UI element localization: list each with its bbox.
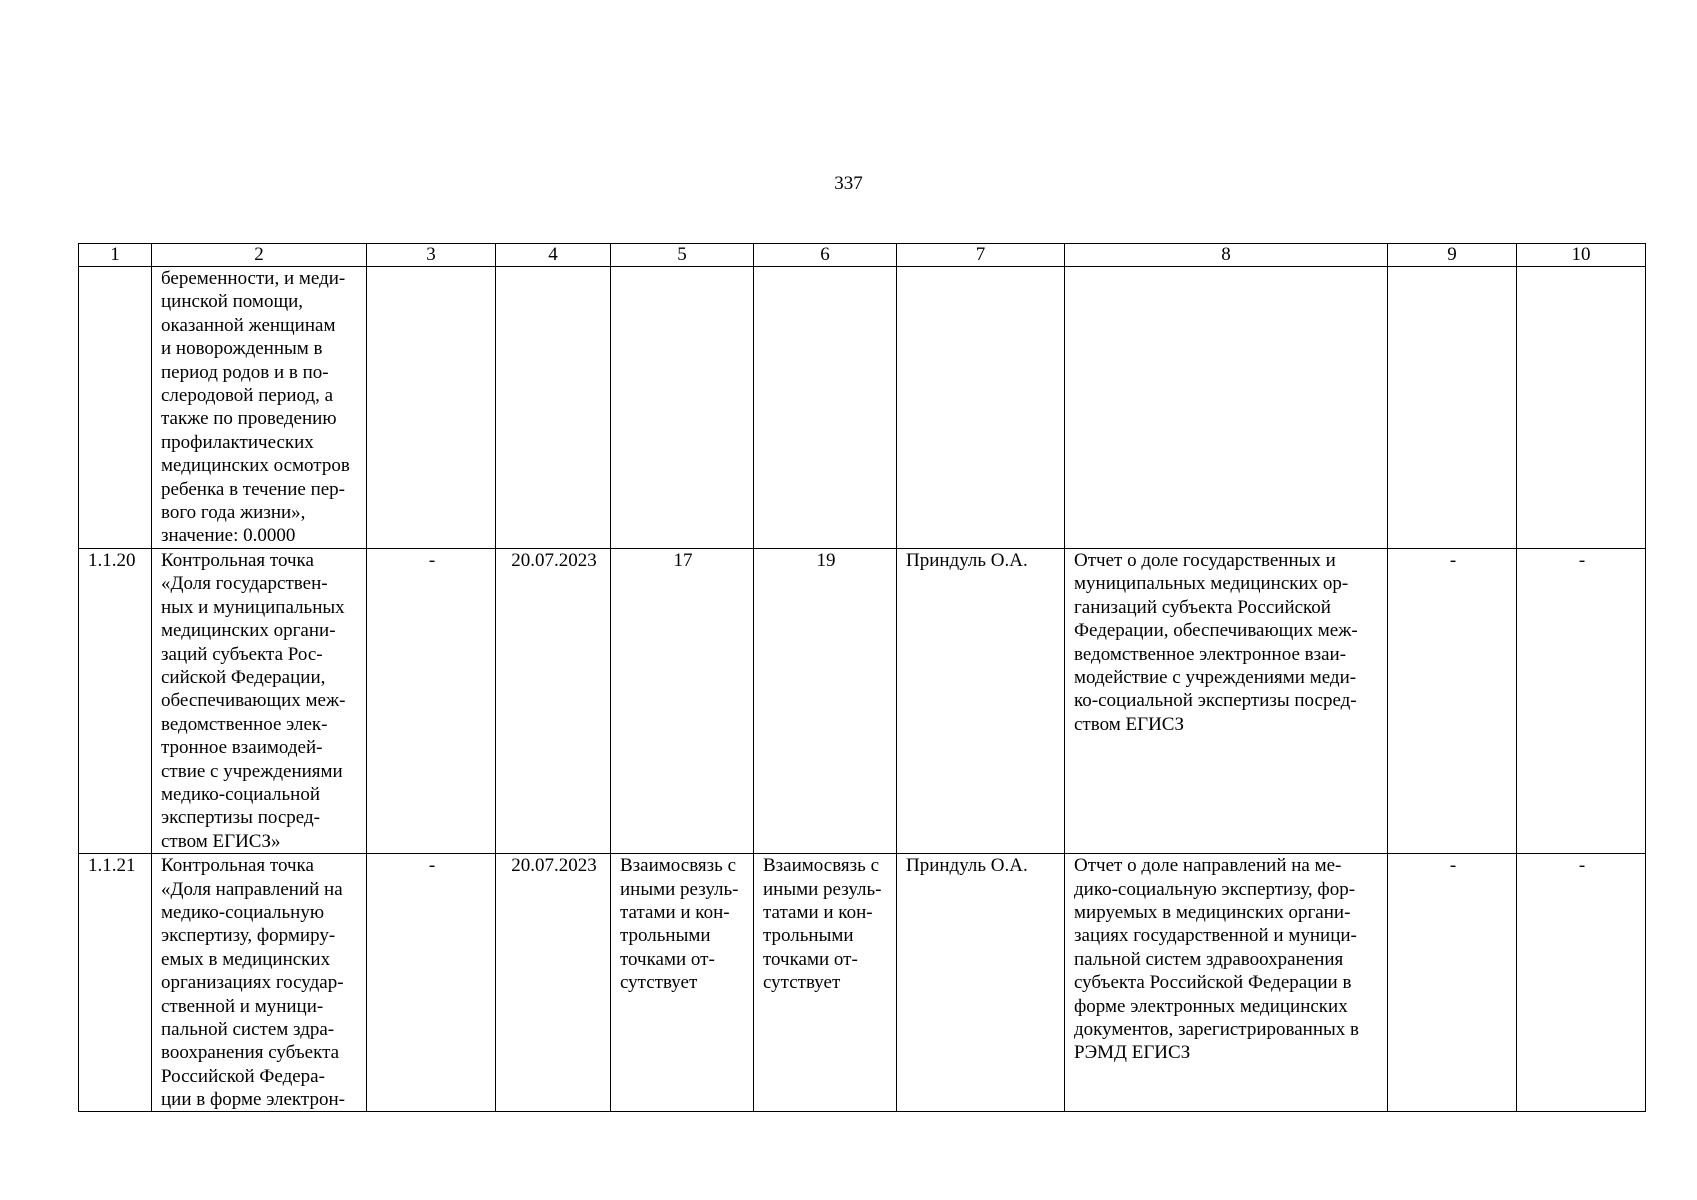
header-cell: 6 [754,244,897,267]
row-number-cell [79,267,152,549]
text-line: ции в форме электрон- [161,1089,345,1111]
header-cell: 7 [897,244,1065,267]
text-line: экспертизы посред- [161,807,320,829]
table-row [79,548,1646,853]
text-line: трольными [763,925,854,947]
text-line: мируемых в медицинских органи- [1074,901,1351,923]
link-cell [611,267,754,549]
link-cell [611,854,754,1112]
text-line: беременности, и меди- [161,268,346,289]
table-row [79,854,1646,1112]
row-number-cell: 1.1.20 [79,548,152,853]
text-line: ведомственное элек- [161,713,328,735]
text-line: татами и кон- [763,901,873,923]
responsible-cell: Приндуль О.А. [897,548,1065,853]
header-cell: 5 [611,244,754,267]
cell-clip [161,854,359,1111]
text-line: 19 [816,549,836,571]
text-line: медицинских органи- [161,620,336,642]
text-line: ных и муниципальных [161,596,345,618]
header-row [79,244,1646,267]
text-line: сийской Федерации, [161,666,326,688]
text-line: Взаимосвязь с [763,855,880,877]
text-line: иными резуль- [620,878,739,900]
text-line: пальной систем здравоохранения [1074,948,1344,970]
link-cell [754,267,897,549]
date-cell [496,267,611,549]
header-cell: 9 [1388,244,1517,267]
text-line: иными резуль- [763,878,882,900]
text-line: Российской Федера- [161,1065,325,1087]
text-line: дико-социальную экспертизу, фор- [1074,878,1356,900]
text-line: профилактических [161,431,314,453]
responsible-cell [897,267,1065,549]
header-cell: 4 [496,244,611,267]
link-cell [611,548,754,853]
dash-cell: - [1517,854,1646,1112]
text-line: Контрольная точка [161,549,314,571]
text-line: ством ЕГИСЗ» [161,830,281,852]
text-line: медицинских осмотров [161,455,350,477]
responsible-cell: Приндуль О.А. [897,854,1065,1112]
text-line: ганизаций субъекта Российской [1074,596,1331,618]
text-line: тронное взаимодей- [161,737,323,759]
text-line: «Доля государствен- [161,573,328,595]
description-cell [152,854,367,1112]
text-line: ственной и муници- [161,995,324,1017]
text-line: ко-социальной экспертизы посред- [1074,690,1357,712]
text-line: документов, зарегистрированных в [1074,1019,1359,1040]
text-line: экспертизу, формиру- [161,925,336,947]
text-line: Федерации, обеспечивающих меж- [1074,620,1358,642]
text-line: 17 [673,549,693,571]
dash-cell: - [1517,548,1646,853]
text-line: ством ЕГИСЗ [1074,713,1184,735]
dash-cell: - [1388,854,1517,1112]
text-line: вого года жизни», [161,502,306,524]
text-line: организациях государ- [161,972,344,994]
header-cell: 3 [367,244,496,267]
report-cell [1065,854,1388,1112]
text-line: и новорожденным в [161,338,323,360]
dash-cell [1388,267,1517,549]
text-line: ребенка в течение пер- [161,478,345,500]
dash-cell: - [1388,548,1517,853]
text-line: точками от- [620,948,715,970]
text-line: слеродовой период, а [161,385,334,407]
text-line: значение: 0.0000 [161,525,296,547]
text-line: сутствует [763,972,841,994]
text-line: Отчет о доле государственных и [1074,549,1336,571]
date-cell: 20.07.2023 [496,854,611,1112]
text-line: емых в медицинских [161,948,331,970]
text-line: трольными [620,925,711,947]
text-line: ведомственное электронное взаи- [1074,643,1347,665]
description-cell [152,267,367,549]
document-table [78,243,1646,1112]
report-cell [1065,548,1388,853]
text-line: также по проведению [161,408,337,430]
link-cell [754,854,897,1112]
text-line: пальной систем здра- [161,1019,335,1040]
dash-cell: - [367,854,496,1112]
header-cell: 2 [152,244,367,267]
text-line: точками от- [763,948,858,970]
text-line: ствие с учреждениями [161,760,343,782]
text-line: период родов и в по- [161,361,329,383]
text-line: Взаимосвязь с [620,855,737,877]
page-number: 337 [834,173,863,194]
text-line: сутствует [620,972,698,994]
text-line: зациях государственной и муници- [1074,925,1357,947]
text-line: оказанной женщинам [161,314,336,336]
date-cell: 20.07.2023 [496,548,611,853]
text-line: цинской помощи, [161,291,303,313]
text-line: заций субъекта Рос- [161,643,323,665]
description-cell [152,548,367,853]
dash-cell [1517,267,1646,549]
link-cell [754,548,897,853]
text-line: воохранения субъекта [161,1042,340,1064]
text-line: обеспечивающих меж- [161,690,346,712]
text-line: медико-социальную [161,901,325,923]
text-line: татами и кон- [620,901,730,923]
text-line: «Доля направлений на [161,878,343,900]
text-line: медико-социальной [161,783,320,805]
text-line: Контрольная точка [161,855,314,877]
report-cell [1065,267,1388,549]
dash-cell [367,267,496,549]
table-row [79,267,1646,549]
row-number-cell: 1.1.21 [79,854,152,1112]
text-line: Отчет о доле направлений на ме- [1074,855,1342,877]
header-cell: 8 [1065,244,1388,267]
text-line: модействие с учреждениями меди- [1074,666,1357,688]
text-line: субъекта Российской Федерации в [1074,972,1352,994]
text-line: РЭМД ЕГИСЗ [1074,1042,1191,1064]
header-cell: 1 [79,244,152,267]
text-line: форме электронных медицинских [1074,995,1348,1017]
text-line: муниципальных медицинских ор- [1074,573,1349,595]
header-cell: 10 [1517,244,1646,267]
dash-cell: - [367,548,496,853]
